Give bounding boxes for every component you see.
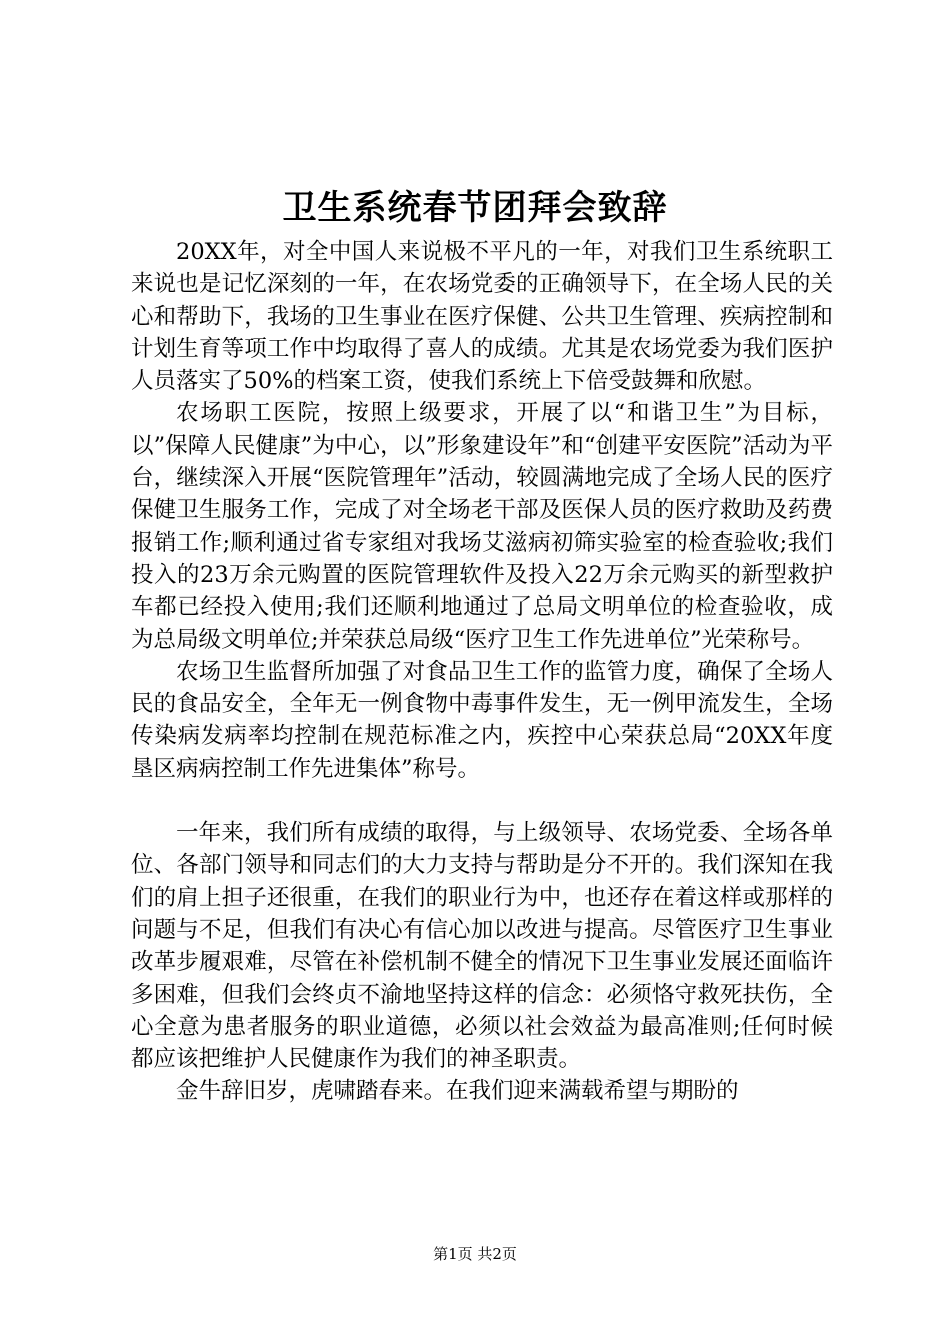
document-body <box>131 236 833 1108</box>
paragraph-2: 农场职工医院，按照上级要求，开展了以“和谐卫生”为目标，以”保障人民健康”为中心，以”形象建设年”和“创建平安医院”活动为平台，继续深入开展“医院管理年”活动，较圆满地完成了全场人民的医疗保健卫生服务工作，完成了对全场老干部及医保人员的医疗救助及药费报销工作;顺利通过省专家组对我场艾滋病初筛实验室的检查验收;我们投入的23万余元购置的医院管理软件及投入22万余元购买的新型救护车都已经投入使用;我们还顺利地通过了总局文明单位的检查验收，成为总局级文明单位;并荣获总局级“医疗卫生工作先进单位”光荣称号。 <box>131 400 833 653</box>
page-number-footer: 第1页 共2页 <box>433 1245 517 1263</box>
paragraph-3: 农场卫生监督所加强了对食品卫生工作的监管力度，确保了全场人民的食品安全，全年无一例食物中毒事件发生，无一例甲流发生，全场传染病发病率均控制在规范标准之内，疾控中心荣获总局“20XX年度垦区病病控制工作先进集体”称号。 <box>131 658 833 782</box>
document-title: 卫生系统春节团拜会致辞 <box>282 188 668 228</box>
paragraph-1: 20XX年，对全中国人来说极不平凡的一年，对我们卫生系统职工来说也是记忆深刻的一年，在农场党委的正确领导下，在全场人民的关心和帮助下，我场的卫生事业在医疗保健、公共卫生管理、疾病控制和计划生育等项工作中均取得了喜人的成绩。尤其是农场党委为我们医护人员落实了50%的档案工资，使我们系统上下倍受鼓舞和欣慰。 <box>131 239 833 395</box>
paragraph-4: 一年来，我们所有成绩的取得，与上级领导、农场党委、全场各单位、各部门领导和同志们的大力支持与帮助是分不开的。我们深知在我们的肩上担子还很重，在我们的职业行为中，也还存在着这样或那样的问题与不足，但我们有决心有信心加以改进与提高。尽管医疗卫生事业改革步履艰难，尽管在补偿机制不健全的情况下卫生事业发展还面临许多困难，但我们会终贞不渝地坚持这样的信念：必须恪守救死扶伤，全心全意为患者服务的职业道德，必须以社会效益为最高准则;任何时候都应该把维护人民健康作为我们的神圣职责。 <box>131 820 833 1073</box>
paragraph-5: 金牛辞旧岁，虎啸踏春来。在我们迎来满载希望与期盼的 <box>176 1078 739 1105</box>
